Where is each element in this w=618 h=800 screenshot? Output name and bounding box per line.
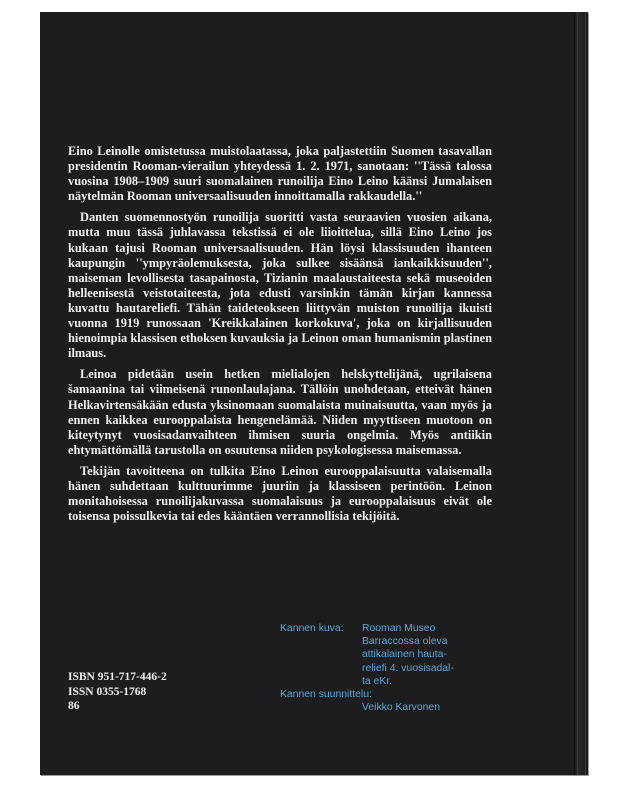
isbn-line: ISBN 951-717-446-2 (68, 671, 167, 683)
book-back-cover (40, 12, 588, 775)
spine-edge-line (577, 12, 578, 775)
spine-edge-line (585, 12, 586, 775)
cover-design-label: Kannen suunnittelu: (280, 689, 372, 701)
cover-image-line: attikalainen hauta- (362, 649, 447, 661)
cover-image-credit (280, 622, 495, 635)
blurb-paragraph: Danten suomennostyön runoilija suoritti vasta seuraavien vuosien aikana, mutta muu tässä juhlavassa tekstissä ei ole liioittelua, sillä Eino Leino jos kukaan tajusi Rooman universaalisuuden. Hän löysi klassisuuden ihanteen kaupungin ''ympyräolemuksesta, joka sulkee sisäänsä iankaikkisuuden'', maiseman levollisesta tasapainosta, Tizianin maalaustaiteesta sekä museoiden helleenisestä veistotaiteesta, jota edusti varsinkin tämän kirjan kannessa kuvattu hautareliefi. Tähän taideteokseen liittyvän muiston runoilija ikuisti vuonna 1919 runossaan 'Kreikkalainen korkokuva', joka on kirjallisuuden hienoimpia klassisen ethoksen kuvauksia ja Leinon oman humanismin plastinen ilmaus. (68, 210, 492, 361)
cover-image-line: Rooman Museo (362, 623, 436, 634)
blurb-paragraph: Leinoa pidetään usein hetken mielialojen helskyttelijänä, ugrilaisena šamaanina tai viimeisenä runonlaulajana. Tällöin unohdetaan, etteivät hänen Helkavirtensäkään edusta yksinomaan suomalaista muinaisuutta, vaan myös ja ennen kaikkea eurooppalaista hengenelämää. Niiden myyttiseen muotoon on kiteytynyt vuosisadanvaihteen ihmisen suuria ongelmia. Myös antiikin ehtymättömällä tarustolla on osuutensa niiden psykologisessa maisemassa. (68, 367, 492, 457)
blurb-paragraph: Tekijän tavoitteena on tulkita Eino Leinon eurooppalaisuutta valaisemalla hänen suhdettaan kulttuurimme juuriin ja klassiseen perintöön. Leinon monitahoisessa runoilijakuvassa suomalaisuus ja eurooppalaisuus eivät ole toisensa poissulkevia tai edes kääntäen verrannollisia tekijöitä. (68, 463, 492, 524)
blurb-text (68, 144, 492, 530)
cover-image-line: ta eKr. (362, 675, 393, 687)
cover-image-line: reliefi 4. vuosisadal- (362, 662, 454, 674)
blurb-paragraph: Eino Leinolle omistetussa muistolaatassa, joka paljastettiin Suomen tasavallan presidentin Rooman-vierailun yhteydessä 1. 2. 1971, sanotaan: ''Tässä talossa vuosina 1908–1909 suuri suomalainen runoilija Eino Leino käänsi Jumalaisen näytelmän Rooman universaalisuuden innoittamalla rakkaudella.'' (68, 144, 492, 204)
series-number: 86 (68, 700, 80, 712)
cover-image-label: Kannen kuva: (280, 623, 344, 634)
issn-line: ISSN 0355-1768 (68, 685, 147, 698)
isbn-block (68, 670, 167, 714)
cover-image-line: Barraccossa oleva (362, 636, 448, 648)
book-spine (574, 12, 588, 775)
cover-credits (280, 622, 495, 714)
cover-designer: Veikko Karvonen (362, 702, 440, 714)
